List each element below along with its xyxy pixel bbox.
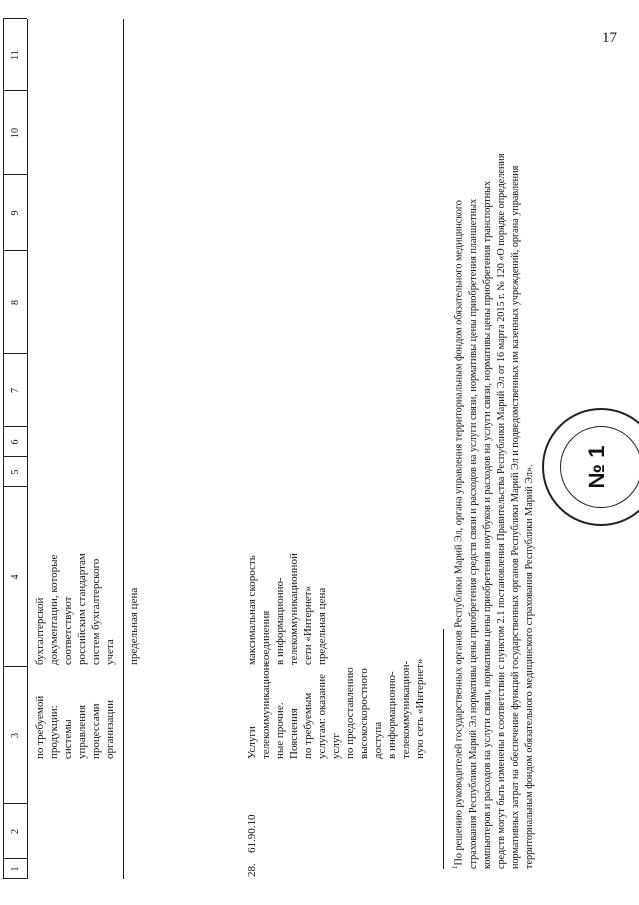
header-cell: 4 xyxy=(10,574,21,580)
header-bottom-border xyxy=(27,19,28,879)
header-cell: 1 xyxy=(10,866,21,872)
row28-code: 61.90.10 xyxy=(246,814,258,853)
row1-name: по требуемой продукции: системы управления процессами организации xyxy=(34,695,116,759)
rotated-table-page xyxy=(3,9,618,889)
header-cell: 5 xyxy=(10,469,21,475)
stamp-number: № 1 xyxy=(584,445,609,489)
page-number: 17 xyxy=(602,30,617,46)
header-cell: 11 xyxy=(10,50,21,60)
table-bottom-border xyxy=(123,19,124,879)
row28-number: 28. xyxy=(246,863,258,877)
header-cell: 6 xyxy=(10,439,21,445)
header-cell: 7 xyxy=(10,388,21,393)
row1-characteristics: бухгалтерской документации, которые соответствуют российским стандартам систем бухгалтерского учета предельная цена xyxy=(34,553,140,665)
footnote: $^1$По решению руководителей государственных органов Республики Марий Эл, органа управления территориальным фондом обязательного медицинского страхования Республики Марий Эл нормативы цены приобретения средств связи и расходов на услуги связи, нормативы цены приобретения планшетных компьютеров и расходов на услуги связи, нормативы цены приобретения ноутбуков и расходов на услуги связи, нормативы цены приобретения транспортных средств могут быть изменены в соответствии с пунктом 2.1 постановления Правительства Республики Марий Эл от 16 марта 2015 г. № 120 «О порядке определения нормативных затрат на обеспечение функций государственных органов Республики Марий Эл и подведомственных им казенных учреждений, органа управления территориальным фондом обязательного медицинского страхования Республики Марий Эл». xyxy=(451,153,536,869)
header-cell: 9 xyxy=(10,210,21,216)
header-cell: 8 xyxy=(10,300,21,305)
table-top-border xyxy=(3,19,4,879)
footnote-mark: 1 xyxy=(451,865,459,869)
header-cell: 2 xyxy=(10,829,21,834)
header-cell: 10 xyxy=(10,128,21,138)
header-cell: 3 xyxy=(10,733,21,738)
row28-name: Услуги телекоммуникацион- ные прочие. Пояснения по требуемым услугам: оказание услуг по предоставлению высокоскоростного доступа в информационно- телекоммуникацион- ную сеть «Интернет» xyxy=(246,658,426,759)
row28-characteristics: максимальная скорость соединения в информационно- телекоммуникационной сети «Интернет» предельная цена xyxy=(246,553,328,665)
footnote-rule xyxy=(443,629,444,869)
